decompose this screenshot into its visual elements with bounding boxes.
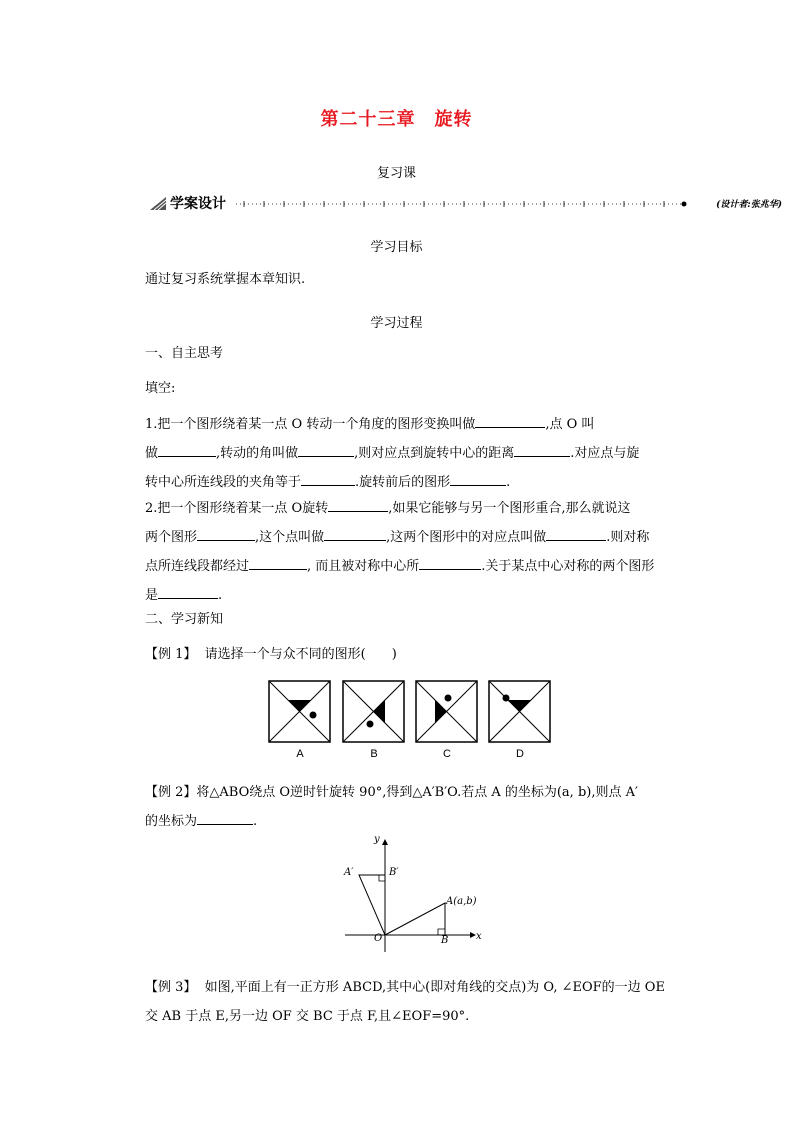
q2-text-8: , 而且被对称中心所 [307, 559, 420, 574]
choice-label-c: C [443, 748, 451, 760]
q1-blank-3[interactable] [298, 442, 354, 457]
example-3-tag: 【例 3】 [145, 980, 197, 995]
example-2-end: . [253, 814, 258, 829]
question-1 [145, 410, 670, 497]
choice-figure-c[interactable] [415, 680, 479, 744]
example-2-text: 将△ABO绕点 O逆时针旋转 90°,得到△A′B′O.若点 A 的坐标为(a, b),则点 A′ [196, 785, 638, 800]
process-heading: 学习过程 [370, 316, 423, 331]
figure-label-b-prime: B′ [389, 867, 399, 878]
q1-blank-6[interactable] [450, 471, 506, 486]
example-2-blank[interactable] [197, 810, 253, 825]
banner-dotted-line [236, 199, 688, 209]
q2-text-9: .关于某点中心对称的两个图形 [481, 559, 655, 574]
choice-label-b: B [370, 748, 378, 760]
q2-text-1: 2.把一个图形绕着某一点 O旋转 [145, 501, 329, 516]
q2-blank-4[interactable] [546, 526, 606, 541]
q2-text-3: 两个图形 [145, 530, 198, 545]
example-1-tag: 【例 1】 [145, 647, 197, 662]
example-2 [145, 778, 670, 836]
q2-text-10: 是 [145, 588, 159, 603]
q1-text-5: ,则对应点到旋转中心的距离 [354, 446, 515, 461]
q1-blank-2[interactable] [158, 442, 216, 457]
q2-text-4: ,这个点叫做 [255, 530, 325, 545]
choice-label-a: A [296, 748, 304, 760]
design-banner [148, 193, 788, 215]
example-2-tag: 【例 2】 [145, 785, 197, 800]
q2-text-2: ,如果它能够与另一个图形重合,那么就说这 [388, 501, 631, 516]
choice-figure-d[interactable] [488, 680, 552, 744]
fill-label: 填空: [145, 381, 176, 396]
choice-label-d: D [516, 748, 524, 760]
q1-text-8: .旋转前后的图形 [355, 475, 451, 490]
coordinate-figure [340, 830, 490, 955]
section-1-heading: 一、自主思考 [145, 346, 224, 361]
example-3 [145, 973, 670, 1031]
figure-label-x: x [476, 931, 482, 942]
section-2-heading: 二、学习新知 [145, 612, 224, 627]
q1-text-9: . [506, 475, 511, 490]
example-3-text-2: 交 AB 于点 E,另一边 OF 交 BC 于点 F,且∠EOF=90°. [145, 1009, 470, 1024]
choice-figure-b[interactable] [342, 680, 406, 744]
example-2-text-2: 的坐标为 [145, 814, 198, 829]
q1-text-7: 转中心所连线段的夹角等于 [145, 475, 302, 490]
banner-triangle-icon [148, 195, 168, 211]
q2-blank-1[interactable] [328, 497, 388, 512]
q2-blank-5[interactable] [249, 555, 307, 570]
q2-blank-3[interactable] [324, 526, 386, 541]
figure-label-a: A(a,b) [446, 896, 477, 907]
banner-designer: (设计者:张兆华) [716, 200, 782, 210]
example-3-text: 如图,平面上有一正方形 ABCD,其中心(即对角线的交点)为 O, ∠EOF的一边 OE [204, 980, 665, 995]
chapter-title: 第二十三章 旋转 [320, 109, 473, 130]
q1-text-6: .对应点与旋 [570, 446, 640, 461]
q2-text-6: .则对称 [606, 530, 650, 545]
q2-blank-6[interactable] [419, 555, 481, 570]
q2-text-11: . [218, 588, 223, 603]
q1-text-4: ,转动的角叫做 [216, 446, 299, 461]
q1-text-2: ,点 O 叫 [545, 417, 595, 432]
q1-blank-4[interactable] [514, 442, 570, 457]
example-1-text: 请选择一个与众不同的图形( ) [204, 647, 397, 662]
q1-text-1: 1.把一个图形绕着某一点 O 转动一个角度的图形变换叫做 [145, 417, 476, 432]
q2-blank-7[interactable] [158, 584, 218, 599]
q2-text-7: 点所连线段都经过 [145, 559, 250, 574]
figure-label-a-prime: A′ [344, 867, 354, 878]
banner-label: 学案设计 [170, 196, 226, 212]
figure-label-o: O [374, 933, 383, 944]
q2-blank-2[interactable] [197, 526, 255, 541]
figure-label-b: B [441, 935, 449, 946]
figure-label-y: y [374, 834, 380, 845]
goals-text: 通过复习系统掌握本章知识. [145, 272, 306, 287]
q1-blank-5[interactable] [301, 471, 355, 486]
example-1 [145, 646, 397, 664]
q1-text-3: 做 [145, 446, 159, 461]
goals-heading: 学习目标 [370, 240, 423, 255]
q1-blank-1[interactable] [475, 413, 545, 428]
q2-text-5: ,这两个图形中的对应点叫做 [386, 530, 547, 545]
lesson-subtitle: 复习课 [376, 166, 416, 181]
question-2 [145, 494, 670, 610]
choice-figure-a[interactable] [268, 680, 332, 744]
